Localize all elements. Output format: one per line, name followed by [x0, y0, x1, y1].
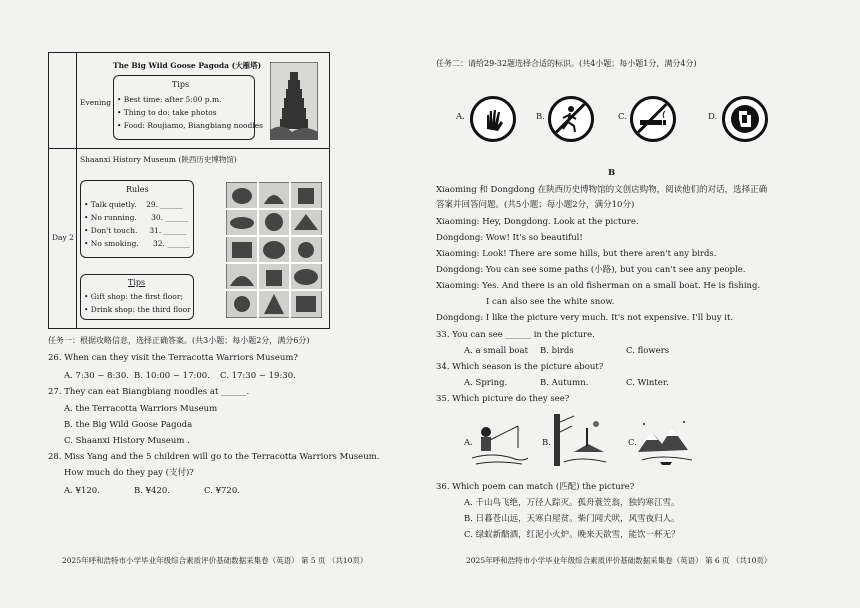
- q33-option-a: A. a small boat: [464, 346, 528, 356]
- evening-tip-3: • Food: Roujiamo, Biangbiang noodles: [117, 121, 263, 130]
- no-smoking-icon: [630, 96, 676, 142]
- q35-label-c: C.: [628, 438, 637, 448]
- museum-title: Shaanxi History Museum (陕西历史博物馆): [80, 155, 237, 164]
- intro-line-2: 答案并回答问题。(共5小题；每小题2分，满分10分): [436, 200, 635, 210]
- pagoda-photo: [270, 62, 318, 140]
- left-page: [0, 0, 425, 608]
- q33-option-b: B. birds: [540, 346, 574, 356]
- task1-title: 任务一：根据攻略信息，选择正确答案。(共3小题；每小题2分，满分6分): [48, 336, 310, 345]
- q27-option-b: B. the Big Wild Goose Pagoda: [64, 420, 193, 430]
- q35-picture-a: [472, 418, 528, 468]
- evening-tip-2: • Thing to do: take photos: [117, 108, 217, 117]
- no-running-icon: [548, 96, 594, 142]
- dialogue-line-3: Xiaoming: Look! There are some hills, but there aren't any birds.: [436, 249, 717, 259]
- sign-b-label: B.: [536, 112, 545, 122]
- section-b-heading: B: [608, 168, 616, 178]
- q28-option-a: A. ¥120.: [64, 486, 100, 496]
- q26-option-c: C. 17:30 ~ 19:30.: [220, 371, 296, 381]
- q33-option-c: C. flowers: [626, 346, 670, 356]
- q34-option-a: A. Spring.: [464, 378, 508, 388]
- day2-tip-1: • Gift shop: the first floor;: [84, 292, 183, 301]
- q27-question: 27. They can eat Biangbiang noodles at ______.: [48, 387, 250, 397]
- right-page: [430, 0, 860, 608]
- q28-option-b: B. ¥420.: [134, 486, 170, 496]
- evening-label: Evening: [80, 98, 112, 107]
- rule-30: • No running. 30. ______: [84, 213, 188, 222]
- stop-hand-icon: [470, 96, 516, 142]
- q36-question: 36. Which poem can match (匹配) the picture?: [436, 482, 635, 492]
- dialogue-line-4: Dongdong: You can see some paths (小路), but you can't see any people.: [436, 265, 746, 275]
- left-footer: 2025年呼和浩特市小学毕业年级综合素质评价基础数据采集卷（英语） 第 5 页 （共10页）: [62, 556, 368, 565]
- right-footer: 2025年呼和浩特市小学毕业年级综合素质评价基础数据采集卷（英语） 第 6 页 （共10页）: [466, 556, 772, 565]
- rule-31: • Don't touch. 31. ______: [84, 226, 187, 235]
- dialogue-line-5: Xiaoming: Yes. And there is an old fisherman on a small boat. He is fishing.: [436, 281, 761, 291]
- day2-label: Day 2: [52, 233, 74, 242]
- q35-question: 35. Which picture do they see?: [436, 394, 570, 404]
- dialogue-line-2: Dongdong: Wow! It's so beautiful!: [436, 233, 583, 243]
- intro-line-1: Xiaoming 和 Dongdong 在陕西历史博物馆的文创店购物，阅读他们的对话，选择正确: [436, 185, 768, 195]
- q28-option-c: C. ¥720.: [204, 486, 240, 496]
- q35-label-a: A.: [464, 438, 473, 448]
- dialogue-line-7: Dongdong: I like the picture very much. It's not expensive. I'll buy it.: [436, 313, 734, 323]
- q36-option-b: B. 日暮苍山远，天寒白屋贫。柴门闻犬吠，风雪夜归人。: [464, 514, 680, 524]
- rule-32: • No smoking. 32. ______: [84, 239, 190, 248]
- task2-title: 任务二：请给29-32题选择合适的标识。(共4小题；每小题1分，满分4分): [436, 59, 697, 68]
- dialogue-line-6: I can also see the white snow.: [486, 297, 615, 307]
- q26-option-b: B. 10:00 ~ 17:00.: [134, 371, 210, 381]
- q28-question-cont: How much do they pay (支付)?: [64, 468, 194, 478]
- q36-option-a: A. 千山鸟飞绝，万径人踪灭。孤舟蓑笠翁，独钓寒江雪。: [464, 498, 680, 508]
- q26-question: 26. When can they visit the Terracotta Warriors Museum?: [48, 353, 298, 363]
- sign-a-label: A.: [456, 112, 465, 122]
- q27-option-c: C. Shaanxi History Museum .: [64, 436, 190, 446]
- q36-option-c: C. 绿蚁新醅酒，红泥小火炉。晚来天欲雪，能饮一杯无？: [464, 530, 680, 540]
- pagoda-title: The Big Wild Goose Pagoda (大雁塔): [113, 61, 262, 70]
- q28-question: 28. Miss Yang and the 5 children will go to the Terracotta Warriors Museum.: [48, 452, 380, 462]
- q34-question: 34. Which season is the picture about?: [436, 362, 604, 372]
- day2-tip-2: • Drink shop: the third floor: [84, 305, 191, 314]
- q34-option-b: B. Autumn.: [540, 378, 589, 388]
- q35-picture-c: [636, 416, 696, 468]
- q33-question: 33. You can see ______ in the picture.: [436, 330, 595, 340]
- sign-d-label: D.: [708, 112, 718, 122]
- q26-option-a: A. 7:30 ~ 8:30.: [64, 371, 129, 381]
- evening-tips-heading: Tips: [172, 80, 190, 89]
- rule-29: • Talk quietly. 29. ______: [84, 200, 183, 209]
- sign-c-label: C.: [618, 112, 627, 122]
- q34-option-c: C. Winter.: [626, 378, 669, 388]
- museum-collage-photo: [226, 182, 322, 318]
- dialogue-line-1: Xiaoming: Hey, Dongdong. Look at the picture.: [436, 217, 639, 227]
- q35-label-b: B.: [542, 438, 551, 448]
- day2-tips-heading: Tips: [128, 278, 146, 287]
- evening-tip-1: • Best time: after 5:00 p.m.: [117, 95, 222, 104]
- q35-picture-b: [550, 412, 608, 470]
- no-touching-icon: [722, 96, 768, 142]
- q27-option-a: A. the Terracotta Warriors Museum: [64, 404, 218, 414]
- rules-heading: Rules: [126, 185, 149, 194]
